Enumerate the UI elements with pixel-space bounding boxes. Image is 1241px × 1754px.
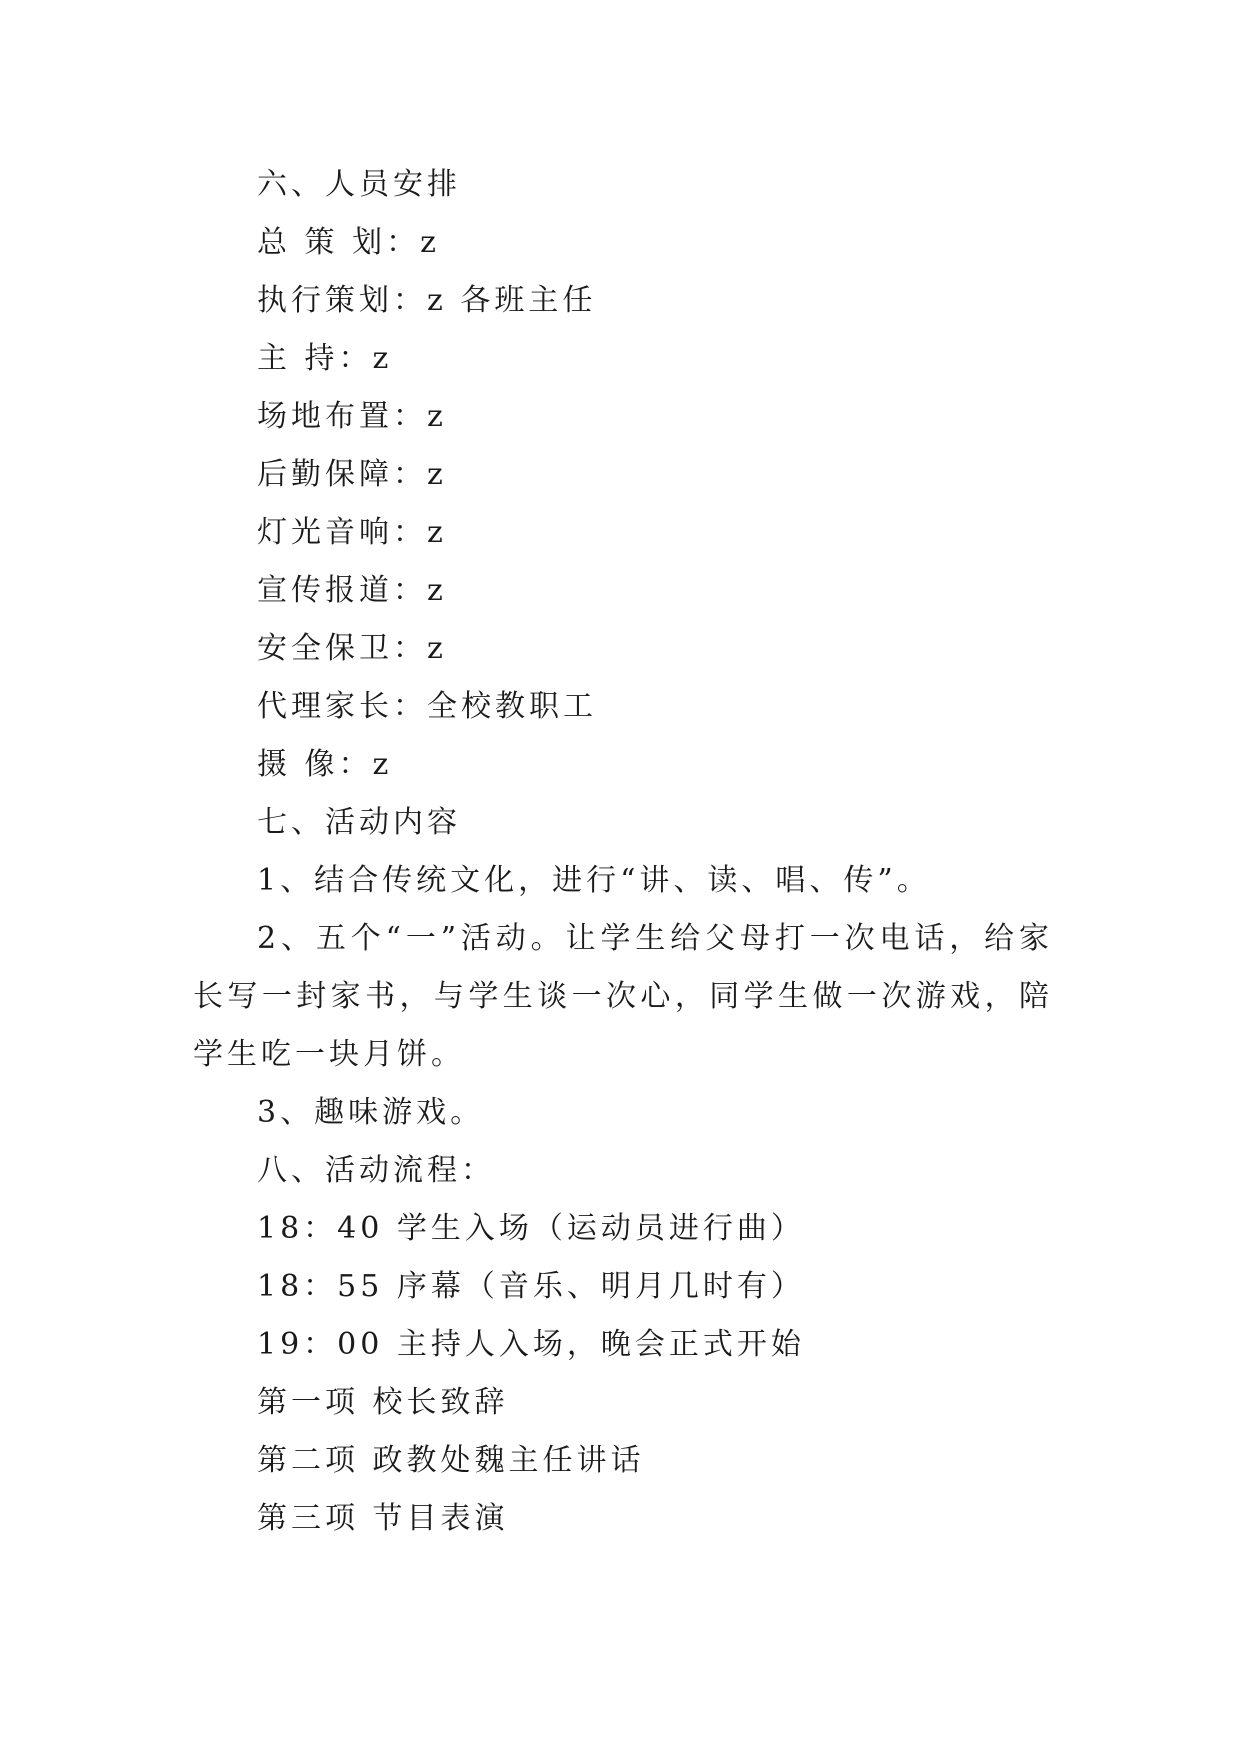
activity-item-1: 1、结合传统文化，进行“讲、读、唱、传”。 [257,863,931,898]
staff-executive-planner: 执行策划：z 各班主任 [257,283,597,318]
section-heading-schedule: 八、活动流程： [257,1153,495,1188]
activity-item-3: 3、趣味游戏。 [257,1095,485,1130]
staff-venue-setup: 场地布置：z [257,399,447,434]
staff-publicity: 宣传报道：z [257,573,447,608]
schedule-item-1900: 19：00 主持人入场，晚会正式开始 [257,1327,805,1362]
document-body [193,156,1053,1548]
staff-logistics: 后勤保障：z [257,457,447,492]
schedule-item-1855: 18：55 序幕（音乐、明月几时有） [257,1269,805,1304]
staff-host: 主 持：z [257,341,393,376]
staff-lighting-sound: 灯光音响：z [257,515,447,550]
program-item-3: 第三项 节目表演 [257,1501,509,1536]
program-item-1: 第一项 校长致辞 [257,1385,509,1420]
staff-proxy-parents: 代理家长：全校教职工 [257,689,597,724]
section-heading-staff: 六、人员安排 [257,167,461,202]
section-heading-activities: 七、活动内容 [257,805,461,840]
program-item-2: 第二项 政教处魏主任讲话 [257,1443,645,1478]
staff-security: 安全保卫：z [257,631,447,666]
staff-general-planner: 总 策 划：z [257,225,440,260]
activity-item-2: 2、五个“一”活动。让学生给父母打一次电话，给家长写一封家书，与学生谈一次心，同学生做一次游戏，陪学生吃一块月饼。 [193,921,1053,1072]
staff-camera: 摄 像：z [257,747,393,782]
schedule-item-1840: 18：40 学生入场（运动员进行曲） [257,1211,805,1246]
